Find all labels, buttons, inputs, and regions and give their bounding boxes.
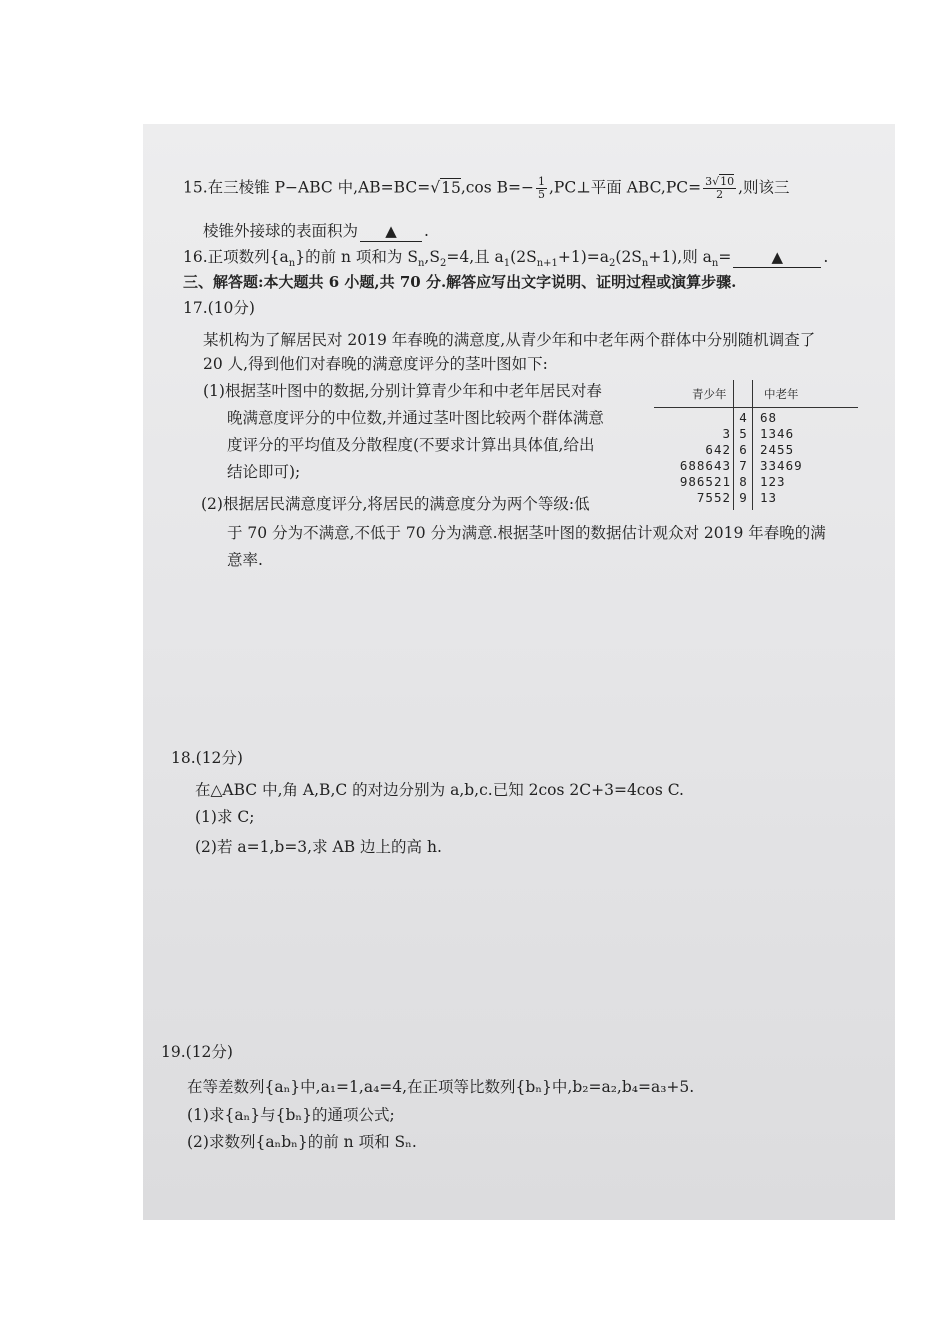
q15-suffix: ,则该三 (738, 178, 790, 197)
q17-part2-line2: 于 70 分为不满意,不低于 70 分为满意.根据茎叶图的数据估计观众对 2019 年春晚的满 (227, 524, 826, 542)
fraction-1-5: $\frac{1}{5}$ (538, 175, 545, 201)
q17-intro-1: 某机构为了解居民对 2019 年春晚的满意度,从青少年和中老年两个群体中分别随机调查了 (203, 331, 816, 349)
question-15-line-1: 15.在三棱锥 P−ABC 中,AB=BC=√15,cos B=− $\frac{1}{5}$ ,PC⊥平面 ABC,PC= $\frac{3√10}{2}$ ,则该三 (183, 175, 790, 201)
question-16: 16.正项数列$\{a_n\}$的前 n 项和为 $S_n,S_2=4$,且 $a_1(2S_{n+1}+1)=a_2(2S_n+1)$,则 $a_n=$ ▲ . (183, 248, 829, 270)
question-19-header: 19.(12分) (161, 1043, 233, 1061)
plot-row: 7552 9 13 (696, 490, 778, 505)
answer-blank-15: ▲ (360, 221, 422, 242)
q17-part2-line1: (2)根据居民满意度评分,将居民的满意度分为两个等级:低 (201, 495, 590, 513)
q17-part1-line3: 度评分的平均值及分散程度(不要求计算出具体值,给出 (227, 436, 595, 454)
q18-line-3: (2)若 a=1,b=3,求 AB 边上的高 h. (195, 838, 442, 856)
section-3-heading: 三、解答题:本大题共 6 小题,共 70 分.解答应写出文字说明、证明过程或演算步骤. (183, 273, 737, 291)
q15-text: 15.在三棱锥 P−ABC 中,AB=BC= (183, 178, 431, 197)
q17-part1-line2: 晚满意度评分的中位数,并通过茎叶图比较两个群体满意 (227, 409, 604, 427)
q18-line-2: (1)求 C; (195, 808, 255, 826)
fraction-3sqrt10-2: $\frac{3√10}{2}$ (705, 175, 735, 201)
stem-leaf-plot (654, 386, 858, 516)
plot-row: 3 5 1346 (722, 426, 795, 441)
left-header: 青少年 (692, 387, 727, 401)
q17-part1-line4: 结论即可); (227, 463, 301, 481)
question-17-header: 17.(10分) (183, 299, 255, 317)
q15-pc: ,PC⊥平面 ABC,PC= (549, 178, 702, 197)
plot-row: 642 6 2455 (705, 442, 795, 457)
q15-cos: ,cos B=− (460, 178, 534, 197)
q17-part2-line3: 意率. (227, 551, 263, 569)
plot-header-rule (654, 407, 858, 408)
q19-line-3: (2)求数列{aₙbₙ}的前 n 项和 Sₙ. (187, 1133, 417, 1151)
question-15-line-2: 棱锥外接球的表面积为 ▲ . (203, 222, 429, 240)
plot-row: 4 68 (739, 410, 778, 425)
q17-intro-2: 20 人,得到他们对春晚的满意度评分的茎叶图如下: (203, 355, 548, 373)
question-18-header: 18.(12分) (171, 749, 243, 767)
q17-part1-line1: (1)根据茎叶图中的数据,分别计算青少年和中老年居民对春 (203, 382, 602, 400)
exam-page (143, 124, 895, 1220)
plot-row: 986521 8 123 (679, 474, 786, 489)
answer-blank-16: ▲ (733, 247, 821, 268)
q19-line-1: 在等差数列{aₙ}中,a₁=1,a₄=4,在正项等比数列{bₙ}中,b₂=a₂,b₄=a₃+5. (187, 1078, 695, 1096)
q18-line-1: 在△ABC 中,角 A,B,C 的对边分别为 a,b,c.已知 2cos 2C+3=4cos C. (195, 781, 684, 799)
q19-line-2: (1)求{aₙ}与{bₙ}的通项公式; (187, 1106, 395, 1124)
sqrt-15: 15 (441, 178, 461, 197)
plot-row: 688643 7 33469 (679, 458, 803, 473)
right-header: 中老年 (764, 387, 799, 401)
